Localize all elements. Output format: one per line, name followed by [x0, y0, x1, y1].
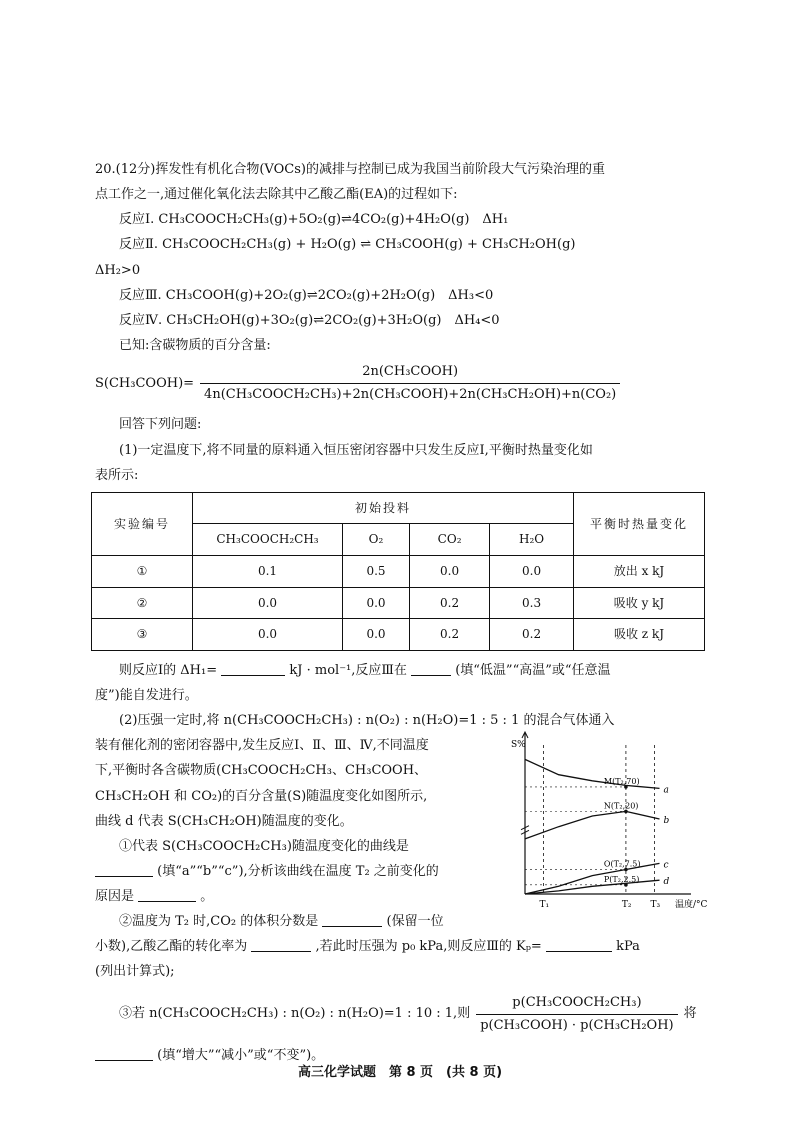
answer-blank[interactable]: [95, 862, 153, 877]
part2-q3: [95, 993, 715, 1036]
table-subheader: H₂O: [490, 524, 574, 556]
experiment-table: [91, 492, 705, 651]
part2-line: CH₃CH₂OH 和 CO₂)的百分含量(S)随温度变化如图所示,: [95, 788, 428, 804]
cell: 0.2: [410, 619, 490, 651]
point-label: P(T₂,2.5): [603, 874, 640, 884]
answer-blank[interactable]: [138, 887, 196, 902]
text: ②温度为 T₂ 时,CO₂ 的体积分数是: [119, 914, 319, 930]
cell: 0.0: [410, 556, 490, 588]
part2-q1: ①代表 S(CH₃COOCH₂CH₃)随温度变化的曲线是: [119, 838, 409, 854]
cell: 0.3: [490, 587, 574, 619]
y-axis-label: S%: [511, 740, 526, 751]
q3-denominator: p(CH₃COOH) · p(CH₃CH₂OH): [476, 1014, 677, 1036]
reaction-2: 反应Ⅱ. CH₃COOCH₂CH₃(g) + H₂O(g) ⇌ CH₃COOH(g) + CH₃CH₂OH(g): [119, 237, 576, 253]
part1-answer-line: [95, 661, 715, 681]
part2-q1-cont: [95, 862, 500, 882]
row-id: ③: [92, 619, 193, 651]
part2-q2-tail: (列出计算式);: [95, 964, 175, 980]
series-label-b: b: [663, 816, 670, 827]
question-header-line1: 20.(12分)挥发性有机化合物(VOCs)的减排与控制已成为我国当前阶段大气污染治理的重: [95, 162, 605, 177]
table-subheader: CH₃COOCH₂CH₃: [193, 524, 343, 556]
page-footer: 高三化学试题 第 8 页 (共 8 页): [297, 1065, 503, 1080]
text: kJ · mol⁻¹,反应Ⅲ在: [289, 662, 407, 678]
cell: 0.0: [193, 587, 343, 619]
part2-q2-cont: [95, 937, 715, 957]
table-subheader: CO₂: [410, 524, 490, 556]
part2-line: 装有催化剂的密闭容器中,发生反应Ⅰ、Ⅱ、Ⅲ、Ⅳ,不同温度: [95, 738, 429, 754]
reaction-4: 反应Ⅳ. CH₃CH₂OH(g)+3O₂(g)⇌2CO₂(g)+3H₂O(g) ΔH₄<0: [119, 312, 500, 328]
content-formula: [95, 362, 715, 405]
q3-fraction: [476, 993, 677, 1036]
point-label: O(T₂,7.5): [603, 859, 641, 869]
known-statement: 已知:含碳物质的百分含量:: [119, 337, 271, 353]
text: 小数),乙酸乙酯的转化率为: [95, 939, 248, 955]
cell-heat: 吸收 z kJ: [574, 619, 705, 651]
text: (填“a”“b”“c”),分析该曲线在温度 T₂ 之前变化的: [157, 863, 439, 879]
row-id: ②: [92, 587, 193, 619]
question-header-line2: 点工作之一,通过催化氧化法去除其中乙酸乙酯(EA)的过程如下:: [95, 187, 458, 203]
cell-heat: 吸收 y kJ: [574, 587, 705, 619]
row-id: ①: [92, 556, 193, 588]
cell: 0.0: [490, 556, 574, 588]
part1-intro-cont: 表所示:: [95, 467, 139, 483]
series-label-c: c: [663, 860, 669, 871]
x-tick-label: T₁: [539, 900, 550, 911]
text: 。: [200, 889, 214, 905]
text: 将: [683, 1006, 697, 1022]
part1-answer-line-cont: 度”)能自发进行。: [95, 687, 198, 703]
text: ,若此时压强为 p₀ kPa,则反应Ⅲ的 Kₚ=: [315, 939, 542, 955]
part2-intro: (2)压强一定时,将 n(CH₃COOCH₂CH₃) : n(O₂) : n(H₂O)=1 : 5 : 1 的混合气体通入: [119, 713, 615, 729]
part2: [95, 711, 715, 1066]
text: (填“低温”“高温”或“任意温: [455, 662, 611, 678]
text: 则反应Ⅰ的 ΔH₁=: [119, 662, 218, 678]
table-subheader: O₂: [343, 524, 410, 556]
x-tick-label: T₃: [650, 900, 661, 911]
point-label: N(T₂,20): [603, 801, 639, 811]
text: (填“增大”“减小”或“不变”)。: [157, 1047, 325, 1063]
q3-numerator: p(CH₃COOCH₂CH₃): [512, 994, 642, 1010]
table-header-feed: 初始投料: [193, 492, 574, 524]
answer-prompt: 回答下列问题:: [119, 417, 202, 433]
table-header-heat: 平衡时热量变化: [574, 492, 705, 555]
answer-blank[interactable]: [322, 912, 382, 927]
answer-blank[interactable]: [95, 1046, 153, 1061]
answer-blank[interactable]: [546, 937, 612, 952]
table-row: [92, 587, 705, 619]
part2-text: [95, 736, 500, 932]
text: kPa: [616, 939, 640, 955]
cell: 0.0: [343, 619, 410, 651]
cell: 0.0: [193, 619, 343, 651]
formula-denominator: 4n(CH₃COOCH₂CH₃)+2n(CH₃COOH)+2n(CH₃CH₂OH)+n(CO₂): [200, 383, 620, 405]
part1-intro: (1)一定温度下,将不同量的原料通入恒压密闭容器中只发生反应Ⅰ,平衡时热量变化如: [119, 442, 593, 458]
cell: 0.2: [410, 587, 490, 619]
formula-fraction: [200, 362, 620, 405]
reaction-2-enthalpy: ΔH₂>0: [95, 262, 141, 278]
point-label: M(T₂,70): [603, 776, 640, 786]
formula-lhs: S(CH₃COOH)=: [95, 375, 195, 391]
text: (保留一位: [386, 914, 444, 930]
answer-blank[interactable]: [251, 937, 311, 952]
series-label-a: a: [663, 785, 669, 796]
table-row: [92, 619, 705, 651]
part2-line: 下,平衡时各含碳物质(CH₃COOCH₂CH₃、CH₃COOH、: [95, 763, 428, 779]
x-tick-label: T₂: [621, 900, 632, 911]
question-20: [95, 160, 715, 1071]
part2-q2: [95, 912, 500, 932]
part2-line: 曲线 d 代表 S(CH₃CH₂OH)随温度的变化。: [95, 813, 353, 829]
s-temperature-chart: [503, 729, 718, 914]
series-line-b: [525, 811, 660, 839]
cell: 0.5: [343, 556, 410, 588]
table-row: [92, 556, 705, 588]
cell: 0.0: [343, 587, 410, 619]
part2-q1-reason: [95, 887, 500, 907]
series-label-d: d: [663, 877, 670, 888]
reaction-3: 反应Ⅲ. CH₃COOH(g)+2O₂(g)⇌2CO₂(g)+2H₂O(g) ΔH₃<0: [119, 287, 494, 303]
formula-numerator: 2n(CH₃COOH): [362, 364, 459, 380]
answer-blank[interactable]: [411, 661, 451, 676]
cell: 0.2: [490, 619, 574, 651]
answer-blank[interactable]: [221, 661, 285, 676]
cell-heat: 放出 x kJ: [574, 556, 705, 588]
text: ③若 n(CH₃COOCH₂CH₃) : n(O₂) : n(H₂O)=1 : 10 : 1,则: [119, 1006, 471, 1022]
table-header-exp: 实验编号: [92, 492, 193, 555]
x-axis-label: 温度/°C: [675, 900, 708, 911]
reaction-1: 反应Ⅰ. CH₃COOCH₂CH₃(g)+5O₂(g)⇌4CO₂(g)+4H₂O(g) ΔH₁: [119, 212, 509, 228]
text: 原因是: [95, 889, 135, 905]
cell: 0.1: [193, 556, 343, 588]
